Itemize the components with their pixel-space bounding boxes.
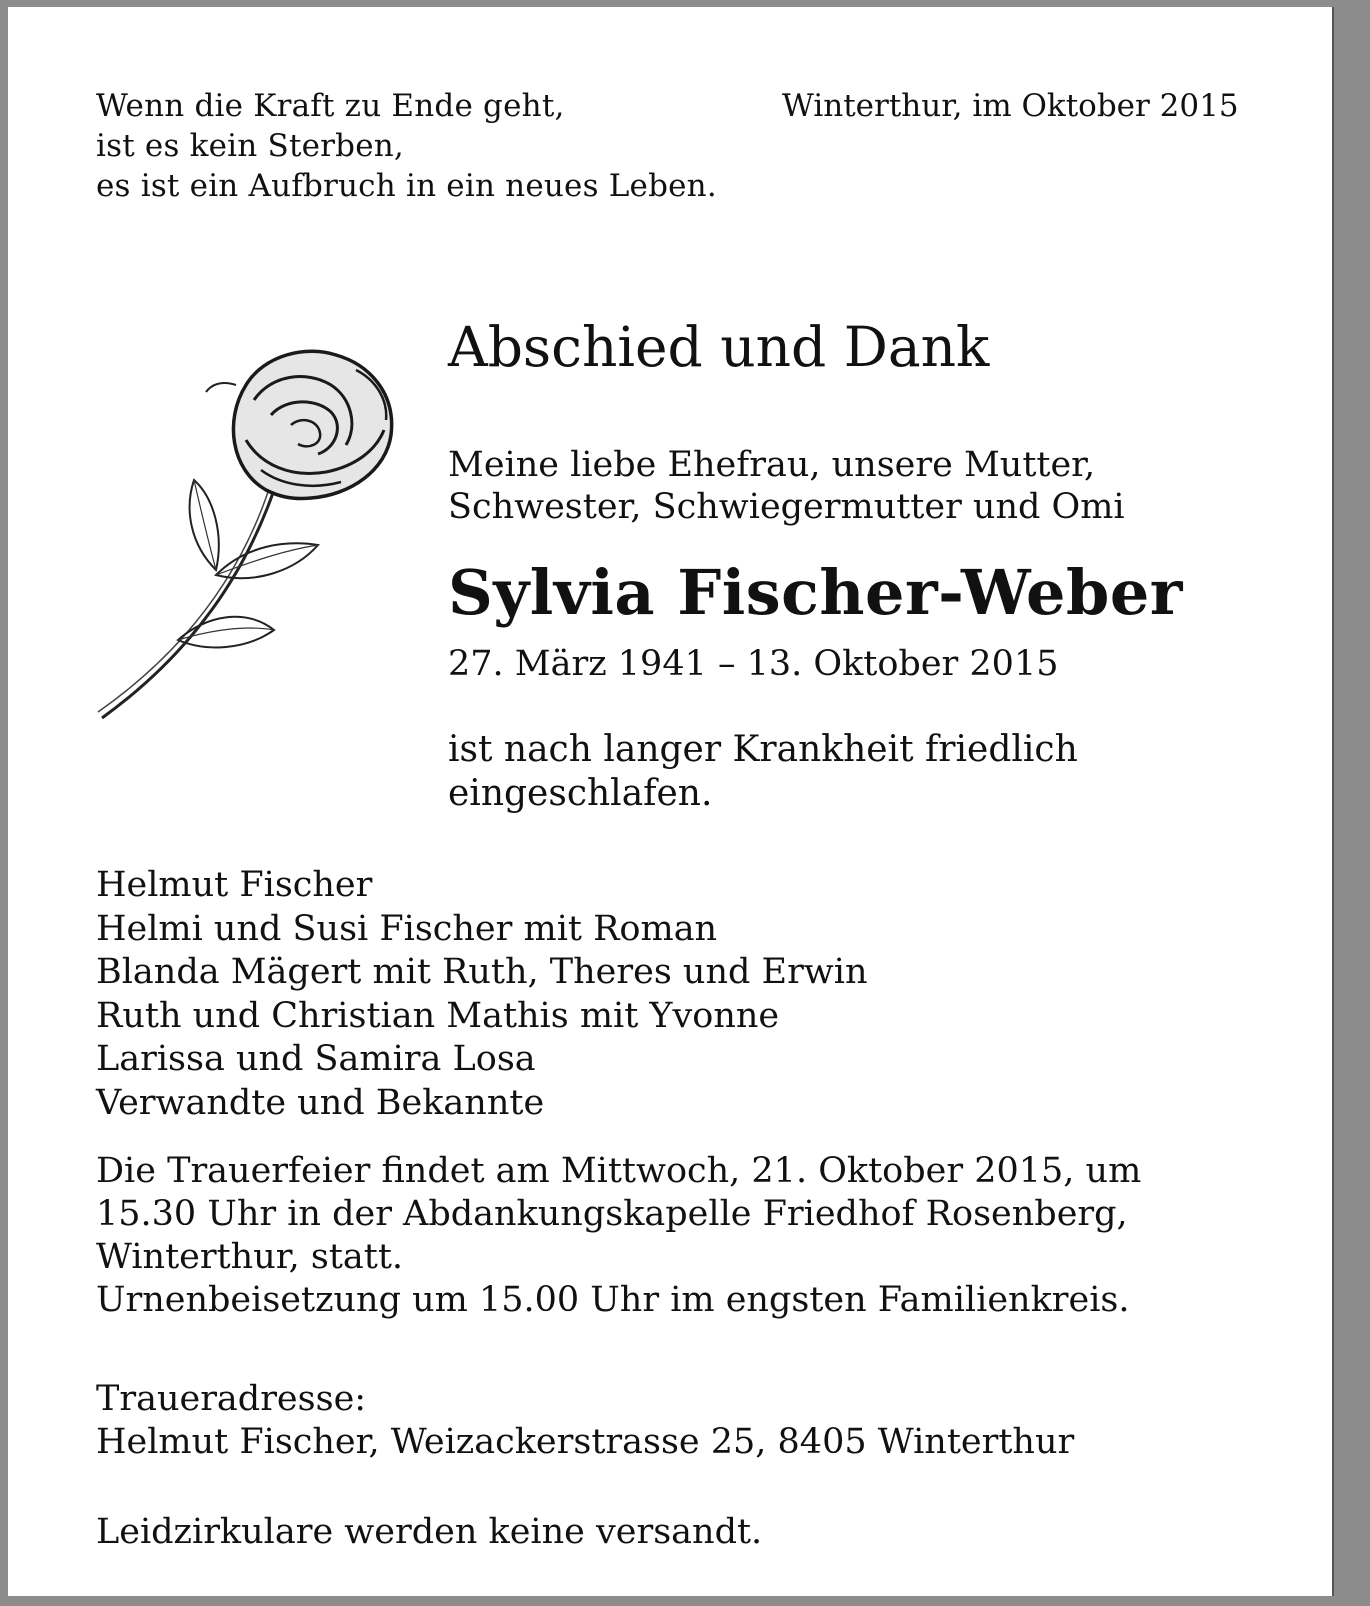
mourner-item: Helmi und Susi Fischer mit Roman (96, 908, 718, 949)
service-line: Urnenbeisetzung um 15.00 Uhr im engsten Familienkreis. (96, 1280, 1130, 1320)
passing-text (448, 728, 1078, 816)
frame-right (1334, 0, 1370, 1606)
intro-line: Meine liebe Ehefrau, unsere Mutter, (448, 445, 1096, 485)
rose-icon (96, 340, 406, 740)
page-title: Abschied und Dank (448, 315, 990, 379)
motto-verse (96, 86, 717, 206)
motto-line: es ist ein Aufbruch in ein neues Leben. (96, 168, 717, 204)
passing-line: ist nach langer Krankheit friedlich (448, 729, 1078, 770)
service-line: 15.30 Uhr in der Abdankungskapelle Friedhof Rosenberg, (96, 1194, 1128, 1234)
mourner-item: Ruth und Christian Mathis mit Yvonne (96, 995, 780, 1036)
address-value: Helmut Fischer, Weizackerstrasse 25, 8405 Winterthur (96, 1422, 1075, 1462)
mourning-address (96, 1378, 1074, 1464)
intro-line: Schwester, Schwiegermutter und Omi (448, 487, 1125, 527)
service-details (96, 1150, 1141, 1322)
life-dates: 27. März 1941 – 13. Oktober 2015 (448, 644, 1059, 684)
motto-line: Wenn die Kraft zu Ende geht, (96, 88, 565, 124)
mourner-item: Verwandte und Bekannte (96, 1082, 545, 1123)
motto-line: ist es kein Sterben, (96, 128, 404, 164)
mourner-item: Blanda Mägert mit Ruth, Theres und Erwin (96, 952, 868, 992)
frame-top (0, 0, 1370, 7)
passing-line: eingeschlafen. (448, 773, 713, 814)
service-line: Winterthur, statt. (96, 1237, 404, 1277)
frame-bottom (0, 1596, 1370, 1606)
frame-inner-right (1332, 7, 1334, 1606)
mourner-item: Larissa und Samira Losa (96, 1039, 536, 1079)
intro-text (448, 444, 1125, 528)
address-label: Traueradresse: (96, 1379, 367, 1419)
frame-left (0, 0, 8, 1606)
mourners-list (96, 864, 868, 1125)
closing-note: Leidzirkulare werden keine versandt. (96, 1512, 763, 1552)
deceased-name: Sylvia Fischer-Weber (448, 556, 1183, 629)
place-date: Winterthur, im Oktober 2015 (782, 88, 1239, 124)
service-line: Die Trauerfeier findet am Mittwoch, 21. Oktober 2015, um (96, 1151, 1142, 1191)
mourner-item: Helmut Fischer (96, 865, 373, 905)
